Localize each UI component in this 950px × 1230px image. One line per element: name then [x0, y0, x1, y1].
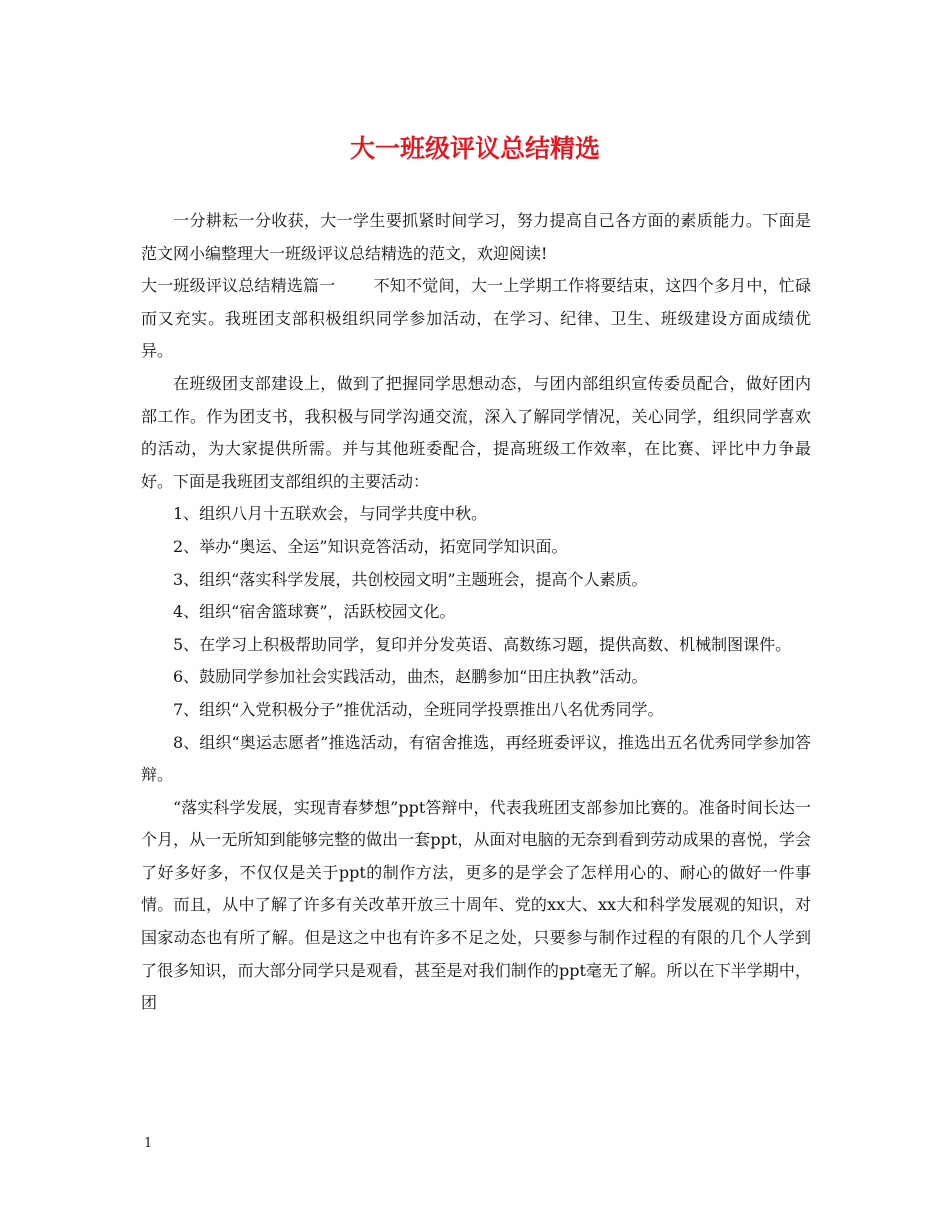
activity-item: 4、组织“宿舍篮球赛”，活跃校园文化。 [173, 602, 456, 622]
body-paragraph-last: “落实科学发展，实现青春梦想”ppt答辩中，代表我班团支部参加比赛的。准备时间长达一个月，从一无所知到能够完整的做出一套ppt，从面对电脑的无奈到看到劳动成果的喜悦，学会了好多好多，不仅仅是关于ppt的制作方法，更多的是学会了怎样用心的、耐心的做好一件事情。而且，从中了解了许多有关改革开放三十周年、党的xx大、xx大和科学发展观的知识，对国家动态也有所了解。但是这之中也有许多不足之处，只要参与制作过程的有限的几个人学到了很多知识，而大部分同学只是观看，甚至是对我们制作的ppt毫无了解。所以在下半学期中，团 [141, 797, 811, 1013]
intro-paragraph: 一分耕耘一分收获，大一学生要抓紧时间学习，努力提高自己各方面的素质能力。下面是范文网小编整理大一班级评议总结精选的范文，欢迎阅读! [141, 211, 811, 263]
activity-item: 1、组织八月十五联欢会，与同学共度中秋。 [173, 504, 488, 524]
body-paragraph: 在班级团支部建设上，做到了把握同学思想动态，与团内部组织宣传委员配合，做好团内部工作。作为团支书，我积极与同学沟通交流，深入了解同学情况，关心同学，组织同学喜欢的活动，为大家提供所需。并与其他班委配合，提高班级工作效率，在比赛、评比中力争最好。下面是我班团支部组织的主要活动： [141, 373, 811, 491]
document-title: 大一班级评议总结精选 [349, 134, 600, 163]
activity-item: 8、组织“奥运志愿者”推选活动，有宿舍推选，再经班委评议，推选出五名优秀同学参加答辩。 [141, 732, 811, 785]
activity-item: 2、举办“奥运、全运”知识竞答活动，拓宽同学知识面。 [173, 536, 568, 556]
section-heading: 大一班级评议总结精选篇一 [141, 276, 336, 296]
activity-item: 3、组织“落实科学发展，共创校园文明”主题班会，提高个人素质。 [173, 569, 648, 589]
page-number: 1 [144, 1136, 153, 1151]
activity-item: 5、在学习上积极帮助同学，复印并分发英语、高数练习题，提供高数、机械制图课件。 [173, 634, 792, 654]
section-first-text: 不知不觉间，大一上学期工作将要结束，这四个多月中，忙碌而又充实。我班团支部积极组织同学参加活动，在学习、纪律、卫生、班级建设方面成绩优异。 [141, 276, 811, 361]
activity-item: 6、鼓励同学参加社会实践活动，曲杰，赵鹏参加“田庄执教”活动。 [173, 667, 648, 687]
activity-item: 7、组织“入党积极分子”推优活动，全班同学投票推出八名优秀同学。 [173, 699, 664, 719]
section-paragraph [141, 270, 811, 368]
document-body [141, 205, 811, 1020]
